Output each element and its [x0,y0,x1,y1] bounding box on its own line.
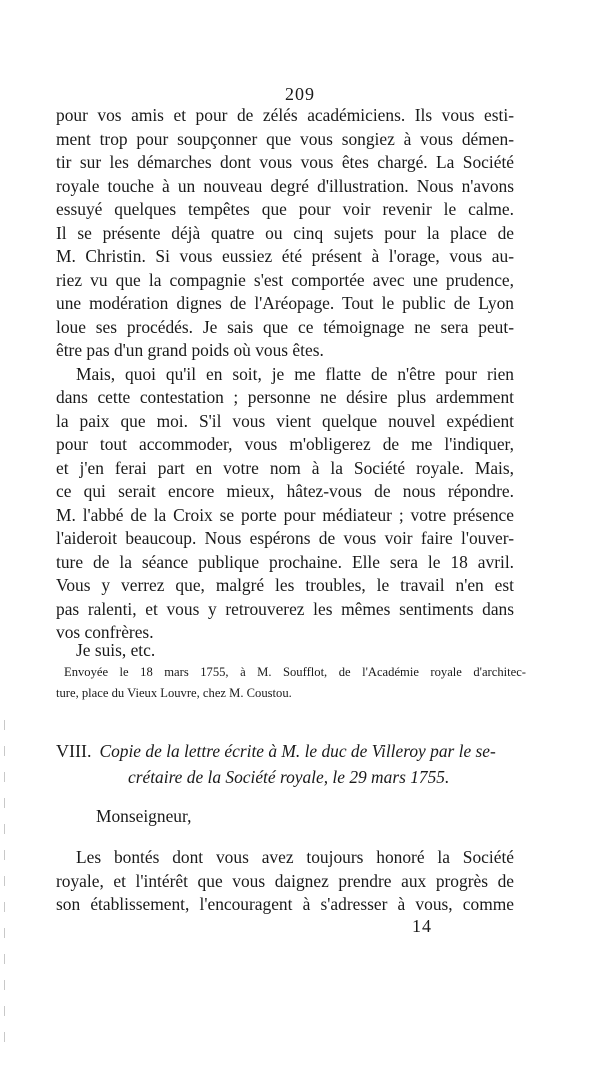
text-line: Il se présente déjà quatre ou cinq sujets pour la place de [56,222,514,243]
page-number: 209 [285,84,315,104]
text-line: royale touche à un nouveau degré d'illustration. Nous n'avons [56,175,514,196]
section-heading [56,738,516,790]
text-line: essuyé quelques tempêtes que pour voir revenir le calme. [56,199,514,219]
text-line: l'aideroit beaucoup. Nous espérons de vous voir faire l'ouver- [56,528,514,548]
closing-formula: Je suis, etc. [76,640,156,660]
text-line: loue ses procédés. Je sais que ce témoignage ne sera peut- [56,316,514,337]
salutation: Monseigneur, [96,806,192,826]
heading-text: Copie de la lettre écrite à M. le duc de Villeroy par le se- [99,741,496,761]
text-line: Mais, quoi qu'il en soit, je me flatte de n'être pour rien [76,363,514,384]
text-line: M. Christin. Si vous eussiez été présent à l'orage, vous au- [56,246,514,266]
text-line: M. l'abbé de la Croix se porte pour médiateur ; votre présence [56,504,514,525]
dispatch-note [56,662,526,704]
text-line: ture de la séance publique prochaine. Elle sera le 18 avril. [56,551,514,572]
text-line: tir sur les démarches dont vous vous êtes chargé. La Société [56,152,514,172]
text-line: son établissement, l'encouragent à s'adresser à vous, comme [56,894,514,914]
section-number: VIII. [56,741,92,761]
text-line: ce qui serait encore mieux, hâtez-vous de nous répondre. [56,481,514,501]
text-line: la paix que moi. S'il vous vient quelque nouvel expédient [56,410,514,431]
signature-mark: 14 [412,916,432,936]
text-line: et j'en ferai part en votre nom à la Société royale. Mais, [56,457,514,478]
text-line: pour vos amis et pour de zélés académiciens. Ils vous esti- [56,105,514,125]
heading-text: crétaire de la Société royale, le 29 mars 1755. [128,767,450,787]
paragraph-3 [56,846,514,917]
text-line: pour tout accommoder, vous m'obligerez de me l'indiquer, [56,434,514,454]
text-line: Les bontés dont vous avez toujours honoré la Société [76,847,514,867]
text-line: être pas d'un grand poids où vous êtes. [56,340,324,360]
text-line: une modération dignes de l'Aréopage. Tout le public de Lyon [56,293,514,313]
note-line: ture, place du Vieux Louvre, chez M. Coustou. [56,686,292,700]
note-line: Envoyée le 18 mars 1755, à M. Soufflot, de l'Académie royale d'architec- [64,665,526,679]
heading-line [56,738,516,764]
text-line: dans cette contestation ; personne ne désire plus ardemment [56,387,514,407]
text-line: vos confrères. [56,622,154,642]
letter-body [56,104,514,645]
margin-rule [4,720,5,1050]
heading-line [56,764,516,790]
text-line: riez vu que la compagnie s'est comportée avec une prudence, [56,269,514,290]
text-line: pas ralenti, et vous y retrouverez les mêmes sentiments dans [56,598,514,619]
paragraph-1 [56,104,514,363]
text-line: royale, et l'intérêt que vous daignez prendre aux progrès de [56,870,514,891]
paragraph-2 [56,363,514,645]
text-line: ment trop pour soupçonner que vous songiez à vous démen- [56,128,514,149]
text-line: Vous y verrez que, malgré les troubles, le travail n'en est [56,575,514,595]
